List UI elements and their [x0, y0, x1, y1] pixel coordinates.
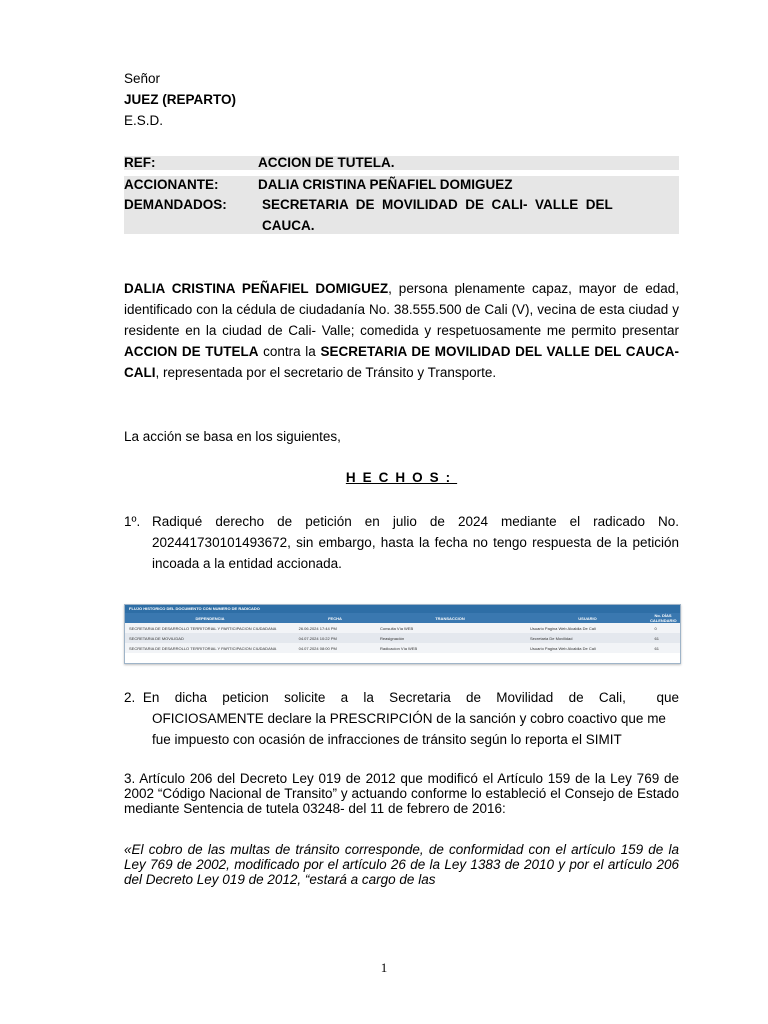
header-fecha: FECHA: [328, 615, 342, 621]
cell-usuario: Usuario Pagina Web Alcaldia De Cali: [530, 645, 596, 651]
fact1-text: [152, 511, 679, 574]
ref-value: ACCION DE TUTELA.: [258, 155, 395, 170]
cell-dependencia: SECRETARIA DE MOVILIDAD: [129, 635, 184, 641]
header-transaccion: TRANSACCION: [435, 615, 465, 621]
header-usuario: USUARIO: [578, 615, 597, 621]
fact2-number: 2.: [124, 690, 136, 705]
fact2-body: OFICIOSAMENTE declare la PRESCRIPCIÓN de la sanción y cobro coactivo que me fue impuesto con ocasión de infracciones de tránsito según lo reporta el SIMIT: [152, 711, 666, 747]
history-table-screenshot: [124, 604, 681, 664]
legal-quote: «El cobro de las multas de tránsito corresponde, de conformidad con el artículo 159 de la Ley 769 de 2002, modificado por el artículo 26 de la Ley 1383 de 2010 y por el artículo 206 del Decreto Ley 019 de 2012, “estará a cargo de las: [124, 842, 679, 887]
ref-row: [124, 156, 679, 170]
accion-tutela: ACCION DE TUTELA: [124, 344, 259, 359]
intro-text-2: contra la: [258, 344, 321, 359]
intro-paragraph: [124, 278, 679, 383]
demandados-value-line2: CAUCA.: [262, 218, 315, 233]
salutation: Señor: [124, 71, 161, 86]
cell-transaccion: Reasignación: [380, 635, 405, 641]
demandados-value-line1: SECRETARIA DE MOVILIDAD DE CALI- VALLE DEL: [262, 197, 613, 212]
demandados-label: DEMANDADOS:: [124, 197, 227, 212]
cell-dias: 61: [654, 635, 659, 641]
defendant-name: SECRETARIA DE MOVILIDAD DEL VALLE DEL CAUCA- CALI: [124, 344, 680, 380]
history-table-title: FLUJO HISTORICO DEL DOCUMENTO CON NUMERO DE RADICADO: [125, 605, 680, 613]
header-dependencia: DEPENDENCIA: [195, 615, 225, 621]
fact3-paragraph: 3. Artículo 206 del Decreto Ley 019 de 2012 que modificó el Artículo 159 de la Ley 769 de 2002 “Código Nacional de Transito” y actuando conforme lo estableció el Consejo de Estado mediante Sentencia de tutela 03248- del 11 de febrero de 2016:: [124, 771, 679, 816]
hechos-heading: HECHOS:: [345, 470, 458, 485]
basis-line: La acción se basa en los siguientes,: [124, 429, 341, 444]
plaintiff-name: DALIA CRISTINA PEÑAFIEL DOMIGUEZ: [124, 281, 389, 296]
intro-text-1: , persona plenamente capaz, mayor de edad, identificado con la cédula de ciudadanía No. 38.555.500 de Cali (V), vecina de esta ciudad y residente en la ciudad de Cali- Valle; comedida y respetuosamente me permito presentar: [124, 281, 679, 338]
header-dias: No. DÍAS CALENDARIO: [650, 613, 677, 623]
history-table-body: [125, 623, 680, 653]
cell-dias: 0: [654, 625, 657, 631]
esd-line: E.S.D.: [124, 113, 164, 128]
table-row: [125, 643, 680, 653]
cell-fecha: 04.07.2024 10:22 PM: [298, 635, 337, 641]
table-row: [125, 633, 680, 643]
accionante-value: DALIA CRISTINA PEÑAFIEL DOMIGUEZ: [258, 177, 513, 192]
cell-dias: 61: [654, 645, 659, 651]
table-row: [125, 623, 680, 633]
intro-text-3: , representada por el secretario de Tránsito y Transporte.: [155, 365, 497, 380]
history-table-header: [125, 613, 680, 623]
parties-block: [124, 176, 679, 234]
fact1-body: Radiqué derecho de petición en julio de 2024 mediante el radicado No. 202441730101493672, sin embargo, hasta la fecha no tengo respuesta de la petición incoada a la entidad accionada.: [152, 514, 679, 571]
addressee: JUEZ (REPARTO): [124, 92, 237, 107]
cell-usuario: Secretaria De Movilidad: [530, 635, 573, 641]
cell-usuario: Usuario Pagina Web Alcaldia De Cali: [530, 625, 596, 631]
fact2-first-line: [124, 687, 679, 708]
page-number: 1: [380, 960, 388, 975]
cell-dependencia: SECRETARIA DE DESARROLLO TERRITORIAL Y PARTICIPACION CIUDADANA: [129, 625, 277, 631]
cell-transaccion: Consulta Vía WEB: [380, 625, 414, 631]
fact2-first-text: En dicha peticion solicite a la Secretaria de Movilidad de Cali, que: [142, 690, 679, 705]
accionante-label: ACCIONANTE:: [124, 177, 219, 192]
cell-dependencia: SECRETARIA DE DESARROLLO TERRITORIAL Y PARTICIPACION CIUDADANA: [129, 645, 277, 651]
cell-fecha: 04.07.2024 08:00 PM: [298, 645, 337, 651]
fact1-number: 1º.: [124, 514, 141, 529]
cell-transaccion: Radicacion Vía WEB: [380, 645, 418, 651]
cell-fecha: 26.06.2024 17:44 PM: [298, 625, 337, 631]
ref-label: REF:: [124, 155, 156, 170]
